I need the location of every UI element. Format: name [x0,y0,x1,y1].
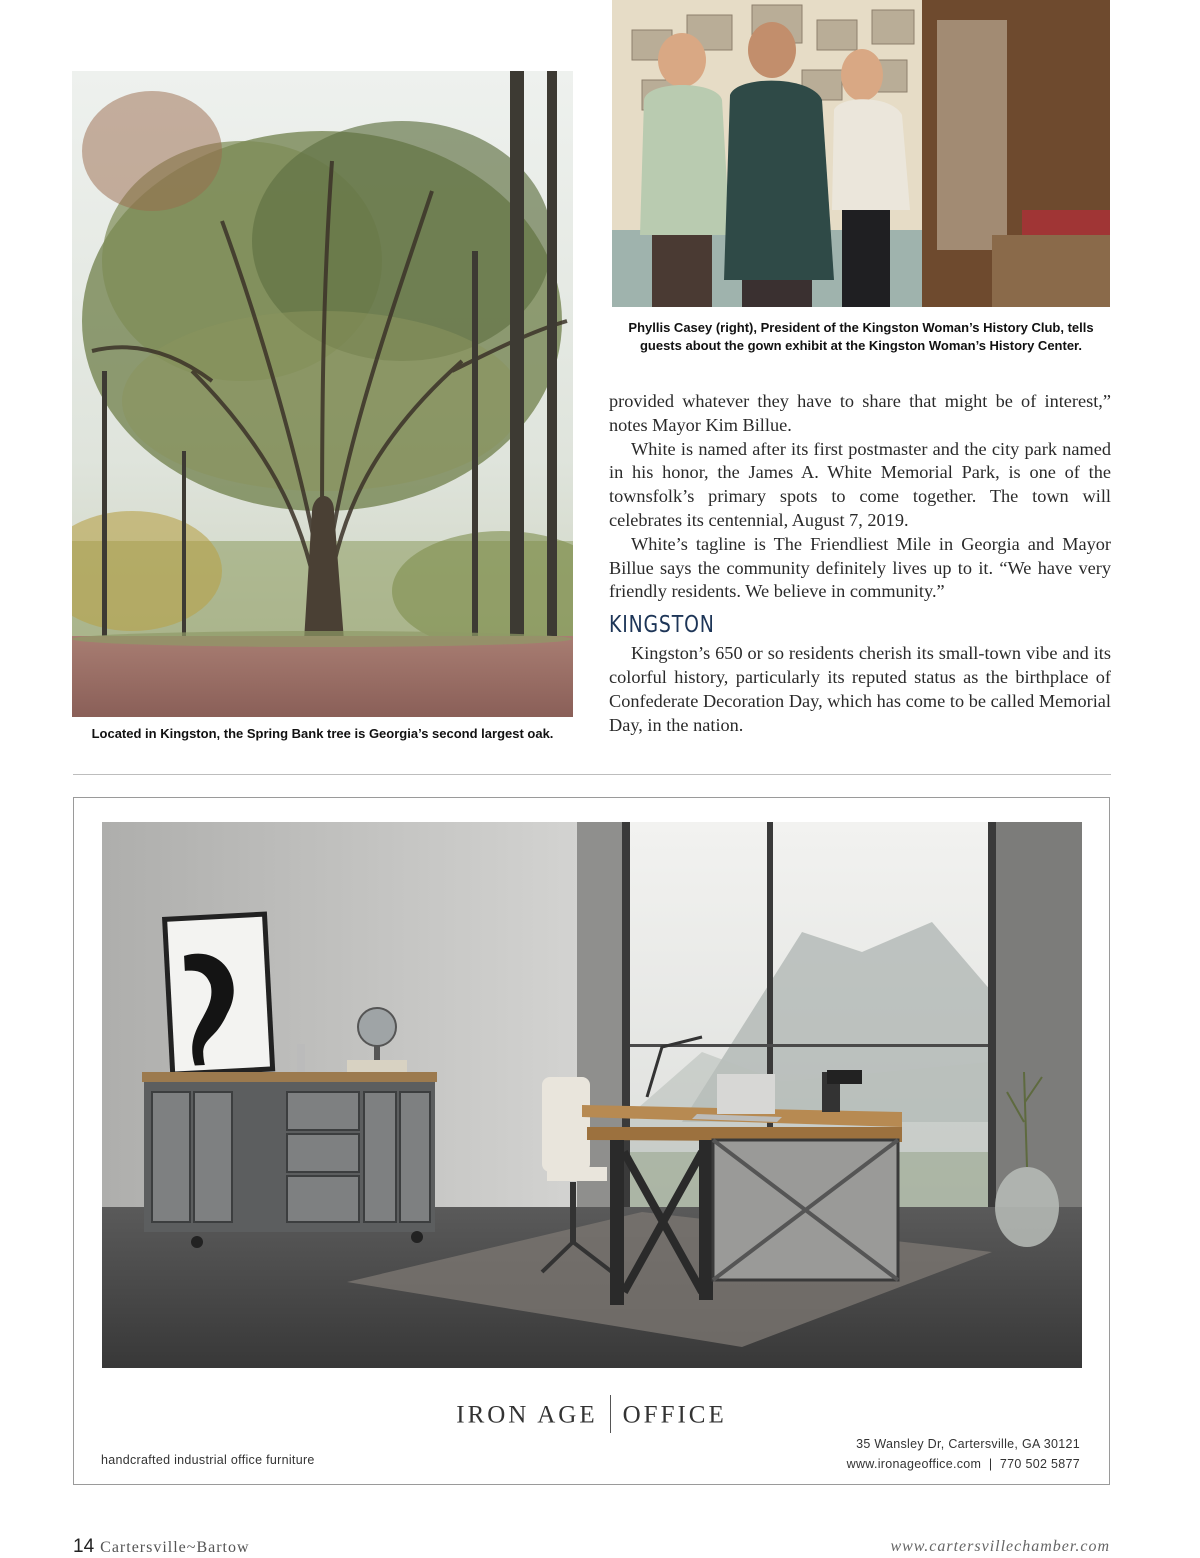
history-center-caption-line1: Phyllis Casey (right), President of the Kingston Woman’s History Club, tells [628,320,1094,335]
brand-name-right: OFFICE [622,1401,727,1429]
article-paragraph-4: Kingston’s 650 or so residents cherish its small-town vibe and its colorful history, particularly its reputed status as the birthplace of Confederate Decoration Day, which has come to be called Memorial Day, in the nation. [609,643,1111,735]
history-center-caption [600,319,1122,355]
history-center-caption-line2: guests about the gown exhibit at the Kingston Woman’s History Center. [639,338,1083,353]
contact-separator: | [988,1457,993,1471]
article-body [609,390,1111,737]
iron-age-office-advertisement [73,797,1110,1485]
section-divider [73,774,1111,775]
footer-url[interactable]: www.cartersvillechamber.com [890,1538,1110,1555]
article-paragraph-2: White is named after its first postmaster and the city park named in his honor, the James A. White Memorial Park, is one of the townsfolk’s primary spots to come together. The town will celebrates its centennial, August 7, 2019. [609,438,1111,530]
page-footer-left [73,1536,250,1558]
spring-bank-tree-photo [72,71,573,717]
ad-contact-info [847,1434,1080,1474]
section-heading-kingston: KINGSTON [609,612,715,639]
article-paragraph-1: provided whatever they have to share that might be of interest,” notes Mayor Kim Billue. [609,391,1111,435]
publication-name: Cartersville~Bartow [100,1539,250,1556]
history-center-photo [612,0,1110,307]
brand-name-left: IRON AGE [456,1401,598,1429]
tree-photo-caption: Located in Kingston, the Spring Bank tree is Georgia’s second largest oak. [91,726,554,741]
office-furniture-photo [102,822,1082,1368]
page-number: 14 [73,1536,95,1557]
article-paragraph-3: White’s tagline is The Friendliest Mile in Georgia and Mayor Billue says the community definitely lives up to it. “We have very friendly residents. We believe in community.” [609,533,1111,602]
ad-address: 35 Wansley Dr, Cartersville, GA 30121 [856,1437,1080,1451]
iron-age-office-logo [74,1398,1109,1436]
logo-divider [610,1395,611,1433]
ad-phone-number[interactable]: 770 502 5877 [999,1457,1080,1471]
ad-tagline: handcrafted industrial office furniture [101,1453,315,1467]
ad-website-link[interactable]: www.ironageoffice.com [846,1457,982,1471]
